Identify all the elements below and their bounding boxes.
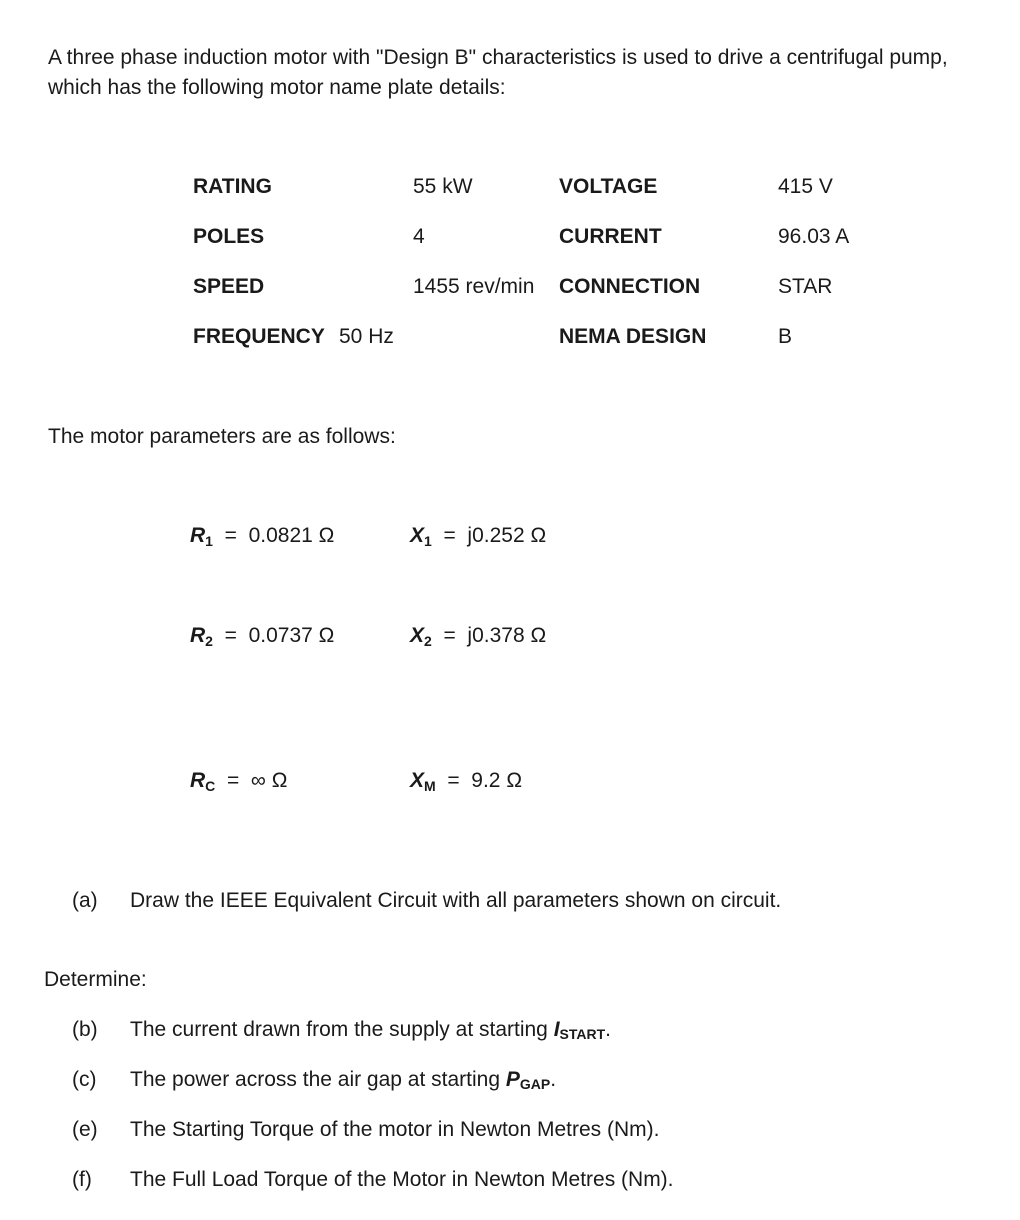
frequency-value: 50 Hz [339,325,394,348]
param-r1-symbol: R [190,524,206,547]
question-b-text [130,1016,611,1044]
speed-value: 1455 rev/min [413,275,535,298]
param-xm-symbol: X [410,769,425,792]
param-rc-symbol: R [190,769,206,792]
poles-value: 4 [413,225,425,248]
params-intro: The motor parameters are as follows: [48,425,396,448]
param-xm-eq: = [447,769,460,792]
question-b-sub: START [559,1026,606,1042]
question-c-text [130,1066,556,1094]
question-b-label: (b) [72,1018,98,1041]
param-x2 [410,622,546,651]
param-x2-sub: 2 [424,633,432,649]
question-a-label: (a) [72,889,98,912]
param-r2 [190,622,334,651]
question-c-label: (c) [72,1068,97,1091]
param-x2-eq: = [443,624,456,647]
rating-label: RATING [193,175,272,198]
nema-design-label: NEMA DESIGN [559,325,707,348]
param-rc-value: ∞ Ω [250,769,288,792]
param-r2-symbol: R [190,624,206,647]
question-c-body: The power across the air gap at starting [130,1068,506,1091]
poles-label: POLES [193,225,265,248]
question-e-text: The Starting Torque of the motor in Newton Metres (Nm). [130,1118,660,1141]
voltage-label: VOLTAGE [559,175,658,198]
frequency-label: FREQUENCY [193,325,325,348]
question-b-body: The current drawn from the supply at starting [130,1018,554,1041]
question-b-symbol: I [553,1018,560,1041]
param-x1 [410,522,546,551]
connection-value: STAR [778,275,833,298]
param-xm-value: 9.2 Ω [471,769,523,792]
param-r2-eq: = [224,624,237,647]
param-xm-sub: M [424,778,436,794]
param-x1-eq: = [443,524,456,547]
question-f-text: The Full Load Torque of the Motor in Newton Metres (Nm). [130,1168,674,1191]
param-xm [410,767,522,796]
determine-heading: Determine: [44,968,147,991]
speed-label: SPEED [193,275,265,298]
param-x1-symbol: X [410,524,425,547]
question-b-end: . [605,1018,612,1041]
question-a-text: Draw the IEEE Equivalent Circuit with all parameters shown on circuit. [130,889,782,912]
param-x2-symbol: X [410,624,425,647]
intro-paragraph: A three phase induction motor with "Design B" characteristics is used to drive a centrifugal pump, which has the following motor name plate details: [48,46,948,99]
param-x1-sub: 1 [424,533,432,549]
question-e-label: (e) [72,1118,98,1141]
param-rc [190,767,287,796]
param-rc-eq: = [226,769,240,792]
param-x1-value: j0.252 Ω [467,524,547,547]
question-f-label: (f) [72,1168,92,1191]
question-c-symbol: P [505,1068,520,1091]
param-r1-sub: 1 [205,533,213,549]
param-r2-value: 0.0737 Ω [248,624,335,647]
nema-design-value: B [778,325,793,348]
param-r1 [190,522,334,551]
voltage-value: 415 V [778,175,833,198]
param-rc-sub: C [205,778,216,794]
connection-label: CONNECTION [559,275,701,298]
question-c-sub: GAP [519,1076,551,1092]
current-value: 96.03 A [778,225,850,248]
param-r1-value: 0.0821 Ω [248,524,335,547]
current-label: CURRENT [559,225,662,248]
param-r1-eq: = [224,524,237,547]
question-c-end: . [550,1068,557,1091]
param-x2-value: j0.378 Ω [467,624,547,647]
rating-value: 55 kW [413,175,473,198]
param-r2-sub: 2 [205,633,213,649]
